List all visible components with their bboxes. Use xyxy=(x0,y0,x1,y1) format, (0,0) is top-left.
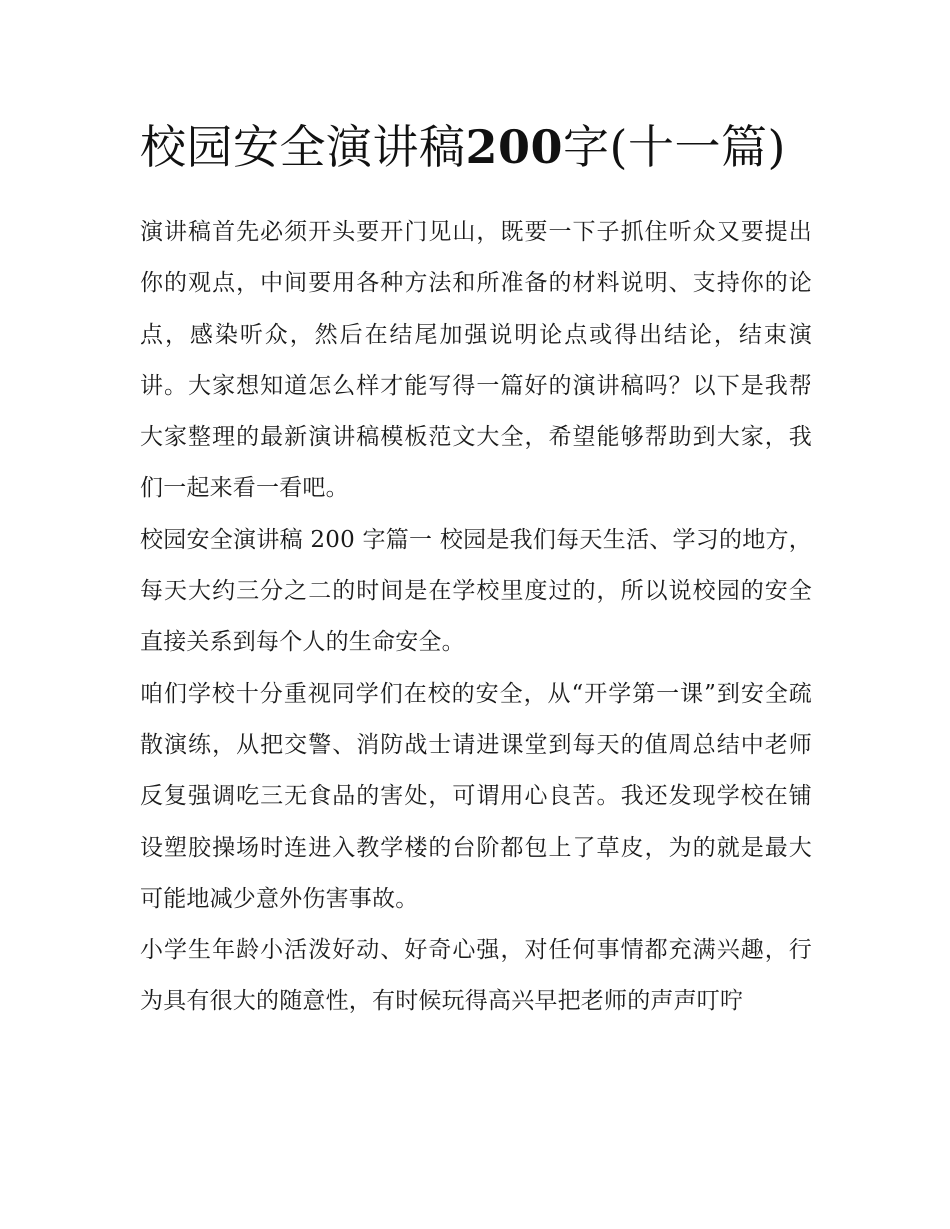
paragraph-speech-one: 校园安全演讲稿 200 字篇一 校园是我们每天生活、学习的地方，每天大约三分之二的时间是在学校里度过的，所以说校园的安全直接关系到每个人的生命安全。 xyxy=(140,526,812,656)
title-lead: 校园安全演讲稿 xyxy=(140,120,466,174)
document-title xyxy=(140,108,812,186)
body-text xyxy=(140,207,812,1028)
paragraph-school-safety: 咱们学校十分重视同学们在校的安全，从“开学第一课”到安全疏散演练，从把交警、消防战士请进课堂到每天的值周总结中老师反复强调吃三无食品的害处，可谓用心良苦。我还发现学校在铺设塑胶操场时连进入教学楼的台阶都包上了草皮，为的就是最大可能地减少意外伤害事故。 xyxy=(140,680,812,912)
title-number: 200 xyxy=(465,120,564,174)
paragraph-intro: 演讲稿首先必须开头要开门见山，既要一下子抓住听众又要提出你的观点，中间要用各种方法和所准备的材料说明、支持你的论点，感染听众，然后在结尾加强说明论点或得出结论，结束演讲。大家想知道怎么样才能写得一篇好的演讲稿吗？以下是我帮大家整理的最新演讲稿模板范文大全，希望能够帮助到大家，我们一起来看一看吧。 xyxy=(140,219,812,502)
document-content xyxy=(140,108,812,1028)
title-tail: 字(十一篇) xyxy=(563,120,786,174)
paragraph-students: 小学生年龄小活泼好动、好奇心强，对任何事情都充满兴趣，行为具有很大的随意性，有时候玩得高兴早把老师的声声叮咛 xyxy=(140,937,812,1015)
